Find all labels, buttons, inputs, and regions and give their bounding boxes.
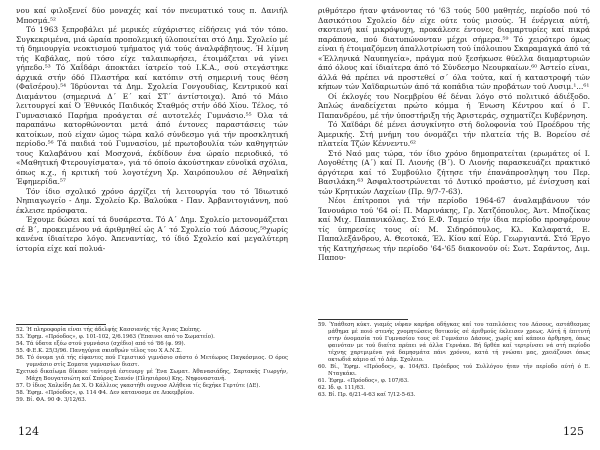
paragraph: Νέοι έπίτροποι γιά τήν περίοδο 1964-67 άναλαμβάνουν τόν Ίανουάριο τού '64 οί: Π. Μαρινάκης, Γρ. Χατζόπουλος, Άντ. Μποζίκας καί Μιχ. Παπανικόλας. Στό Ε.Φ. Ταμείο τήν ίδια περίοδο προσφέρουν τίς ύπηρεσίες τους οί: Μ. Σιδηρόπουλος, Κλ. Καλαφατά, Ε. Παπαλεξάνδρου, Α. Θεοτοκά, Έλ. Κίου καί Εύρ. Γεωργιαντά. Στό Έργο τής Κατηχήσεως τήν περίοδο '64-'65 διακονούν οί: Σωτ. Σαράντος, Διμ. Παπου- xyxy=(318,196,590,262)
footnote: 61. Έφημ. «Πρόοδος», φ. 107/63. xyxy=(318,378,409,384)
footnote: 63. Βί. Πρ. 6/21-4-63 καί 7/12-5-63. xyxy=(318,392,416,398)
paragraph: νου καί φιλοξενεί δύο μοναχές καί τόν πνευματικό τους π. Δανιήλ Μποσμά.⁵² xyxy=(16,6,288,25)
footnote: 53. Έφημ. «Πρόοδος», φ. 101-102, 2/6.1963 (Έπαινοι από το Σωματείο). xyxy=(16,334,215,340)
right-body-text xyxy=(318,6,590,263)
left-body-text xyxy=(16,6,288,253)
footnote: 56. Τό όνομα γιά τής είφαντες πού Γεμιστικό γιμνάσιο σάστο ό Μετέωρος Παγκόσμιος. Ο όρος γυμνάσιο στίς Σοματα γυμνασίων διαστ. xyxy=(16,355,288,368)
page-number: 125 xyxy=(563,425,584,438)
footnote: 52. Ή πληροφορία είναι τής άδελφής Κασσιανής τής Άγιας Σκέπης. xyxy=(16,327,202,333)
paragraph: Έχουμε δώσει καί τά δυσάρεστα. Τό Α΄ Δημ. Σχολείο μετονομάζεται σέ Β΄, προκειμένου νά άριθμηθεί ώς Α΄ τό Σχολείο τού Δάσους,⁵⁸χωρίς κανένα ίδιαίτερο λόγο. Άπεναντίας, τό ίδιό Σχολείο καί μεγαλύτερη ίστορία είχε καί πολυά- xyxy=(16,215,288,253)
footnote: 62. Ιδ. φ. 111/63. xyxy=(318,385,365,391)
footnote-divider xyxy=(16,324,106,325)
paragraph: Τό Χαϊδάρι δέ μένει άσυγκίνητο στή δολοφονία τού Προέδρου τής Άμερικής. Στή μνήμη του όνομάζει τήν πλατεία τής Β. Βορείου σέ πλατεία Τζών Κέννεντυ.⁶² xyxy=(318,120,590,148)
paragraph: Στό Ναό μας τώρα, τόν ίδιο χρόνο δημοπρατείται (ερωμάτες οί Ι. Λογοθέτης (Α΄) καί Π. Λιονής (Β΄). Ό Λιονής παρασκευάζει πρακτικό άργότερα καί τό Συμβούλιο ζήτησε τήν έπανάπροσληψη του Περ. Βασιλάκη.⁶³ Άσφαλτοστρώνεται τό Δυτικό προάστιο, μέ ένίσχυση καί τών Κρητικών Λαχείων (Πρ. 9/7-7-63). xyxy=(318,148,590,196)
right-footnotes xyxy=(318,322,590,399)
footnote-divider xyxy=(318,319,408,320)
footnote: 55. Φ.Ε.Κ. 25/3/96. Πανηγύρια σκιαθρών τέλος του Χ Α.Ν.Σ. xyxy=(16,348,182,354)
paragraph: Τό 1963 ξεπροβάλει μέ μερικές εύχάριστες είδήσεις γιά τόν τόπο. Συγκεκριμένα, μιά ώραία προπολεμική ύλοποιείται στό Δημ. Σχολείο μέ τή δημιουργία νεοκτισμού τμήματος γιά τούς άναλφάβητους. Ή λίμνη τής Καβάλας, πού τόσο είχε ταλαιπωρήσει, έτοιμάζεται νά γίνει γήπεδο.⁵³ Τό Χαΐδάρι άποκτάει ίατρείο τού Ι.Κ.Α., σού στεγάστηκε άρχικά στήν όδό Πλαστήρα καί κατόπιν στή σημερινή τους θέση (Φαϊσέρου).⁵⁴ Ίδρύονται τά Δημ. Σχολεία Γονγουδίας, Κεντρικού καί Διαμάντου (σημερινά Δ΄ Ε΄ καί ΣΤ΄ άντίστοιχα). Άπό τό Μάιο λειτουργεί καί Ό Έθνικός Παιδικός Σταθμός στήν όδό Χίου. Τέλος, τό Γυμνασιακό Παρήμα προάγεται σέ αυτοτελές Γυμνάσιο.⁵⁵ Όλα τά παραπάνω κατορθώνονται μετά άπό έντονες παραστάσεις τών κατοίκων, πού είχαν ώμος τώρα καλό σύνδεσμο γιά τήν προσκλητική περίοδο.⁵⁶ Τά παιδιά τού Γυμνασίου, μέ πρωτοβουλία τών καθηγητών τους Καλαβάνου καί Μοσχονά, έκδίδουν ένα ώραίο περιοδικό, τό «Μαθητική Φτερουγίσματα», γιά τό όποίο άκούστηκαν εύνοϊκά σχόλια, όπως κ.χ., ή κριτική τού λογοτέχνη Χρ. Χαιρόπουλου σέ Άθηναϊκή Έφημερίδα.⁵⁷ xyxy=(16,25,288,186)
footnote: 60. Βί., Έφημ. «Πρόοδος», φ. 104/63. Πρόεδρος τού Συλλόγου ήταν τήν περίοδο αύτή ό Ε. Νταγκάκι. xyxy=(318,364,590,377)
footnote: 54. Τά ύδατα εξέω στού γυμνάσιο (σχέδιο) από τό '86 (φ. 99). xyxy=(16,341,186,347)
right-page xyxy=(312,0,592,450)
footnote: Σχετικό δικαίωμα δίκασε ταύτεργά έστευεργ μέ Ένα Σωματ. Άθανασιάδης, Σαρτακής Γιωργήν, Μάχη Βουγατσιώτη καί Σπύρος Σιανόν (Πλησιάρου) Κης. Νηφοναστανή. xyxy=(16,369,288,382)
paragraph: Οί έκλογές του Νοεμβρίου θέ δέναι λόγο στό πολιτικό άδιέξοδο. Άπλώς άναδείχεται πρώτο κόμμα ή Ένωση Κέντρου καί ό Γ. Παπανδρέου, μέ τήν ύποστήριξη τής Άριστεράς, σχηματίζει Κυβέρνηση. xyxy=(318,91,590,120)
page-number: 124 xyxy=(18,425,39,438)
left-footnotes xyxy=(16,327,288,404)
left-page xyxy=(10,0,290,450)
footnote: 59. Ύπάθεση κύκτ. γιαμές νέφαν καρήρα οδήγκας καί του ταπιλόσεις του Δάσους, αστάθεσμας μάθημα μέ ποιό στενής χνομητώσεις θοτικούς σέ άριθμούς έκλεισεν χρεως. Αύτή ή έπιτυτή στην όνομασία τού Γυμνασίου τους σέ Γυμνάσιο Δάσους, χωρίς καί κάποιο άρθμηση, όπως φαινόταν με τού διαίτα πρέπει νά άλλα Γερνάκα. Βή δρθέπ καί τερτρίνσει νά στή περίοδο τέχνης χαρτμιμένα γιά δαμησμάτα πάνι χρόνου, κατά τή γνώσαι μας, χρειάζουσι όπως οκτωδιά κάμιο αί τό Δάμ. Σχολειο. xyxy=(318,322,590,363)
footnote: 58. Έφημ. «Πρόοδος», φ. 114 Φ4. Δεν κατανοσμε σε Δεκεμβρίου. xyxy=(16,390,195,396)
paragraph: Τόν ίδιο σχολικό χρόνο άρχίζει τή λειτουργία του τό Ίδιωτικό Νηπιαγωγείο - Δημ. Σχολείο Κρ. Βαλούκα - Παν. Άρβανιτογιάννη, πού έκλεισε πρόσφατα. xyxy=(16,186,288,215)
footnote: 59. Βί. ΦΑ. 90 Φ. 3/12/63. xyxy=(16,397,87,403)
footnote: 57. Ό ίδιος Χαλκίδη Δα Χ. Ό Κάλλιος γκαστήθι ουχνοσ Αλήθεια τίς δεχήκε Γερτύτε (ΔΕ). xyxy=(16,383,261,389)
paragraph: ριθμότερο ήταν φτάνοντας τό '63 τούς 500 μαθητές, περίοδο πού τό Δασικότιου Σχολείο δέν είχε ούτε τούς μισούς. Ή ένέργεια αύτή, σκοτεινή καί μικρόψυχη, προκάλεσε έντονες διαμαρτυρίες καί πικρά παράπονα, πού διατυπώνονταν μέχρι σήμερα.⁵⁹ Τό χειρότερο όμως είναι ή έτοιμαζόμενη άπαλλοτρίωση τού ίπόλοιπου Σκαραμαγκά άπό τά «Έλληνικά Ναυπηγεία», πράγμα πού ξεσήκωσε θύελλα διαμαρτυριών άπό όλους καί ίδιαίτερα άπό τό Σύνδεσμο Νεουρκαίων.⁶⁰ Άστείο είναι, άλλά θά πρέπει νά προστεθεί σ΄ όλα τούτα, καί ή καταστροφή τών κήπων τών Χαϊδαριωτών άπό τά κοπάδια τών προβάτων τού Λυσιμ.¹...⁶¹ xyxy=(318,6,590,91)
